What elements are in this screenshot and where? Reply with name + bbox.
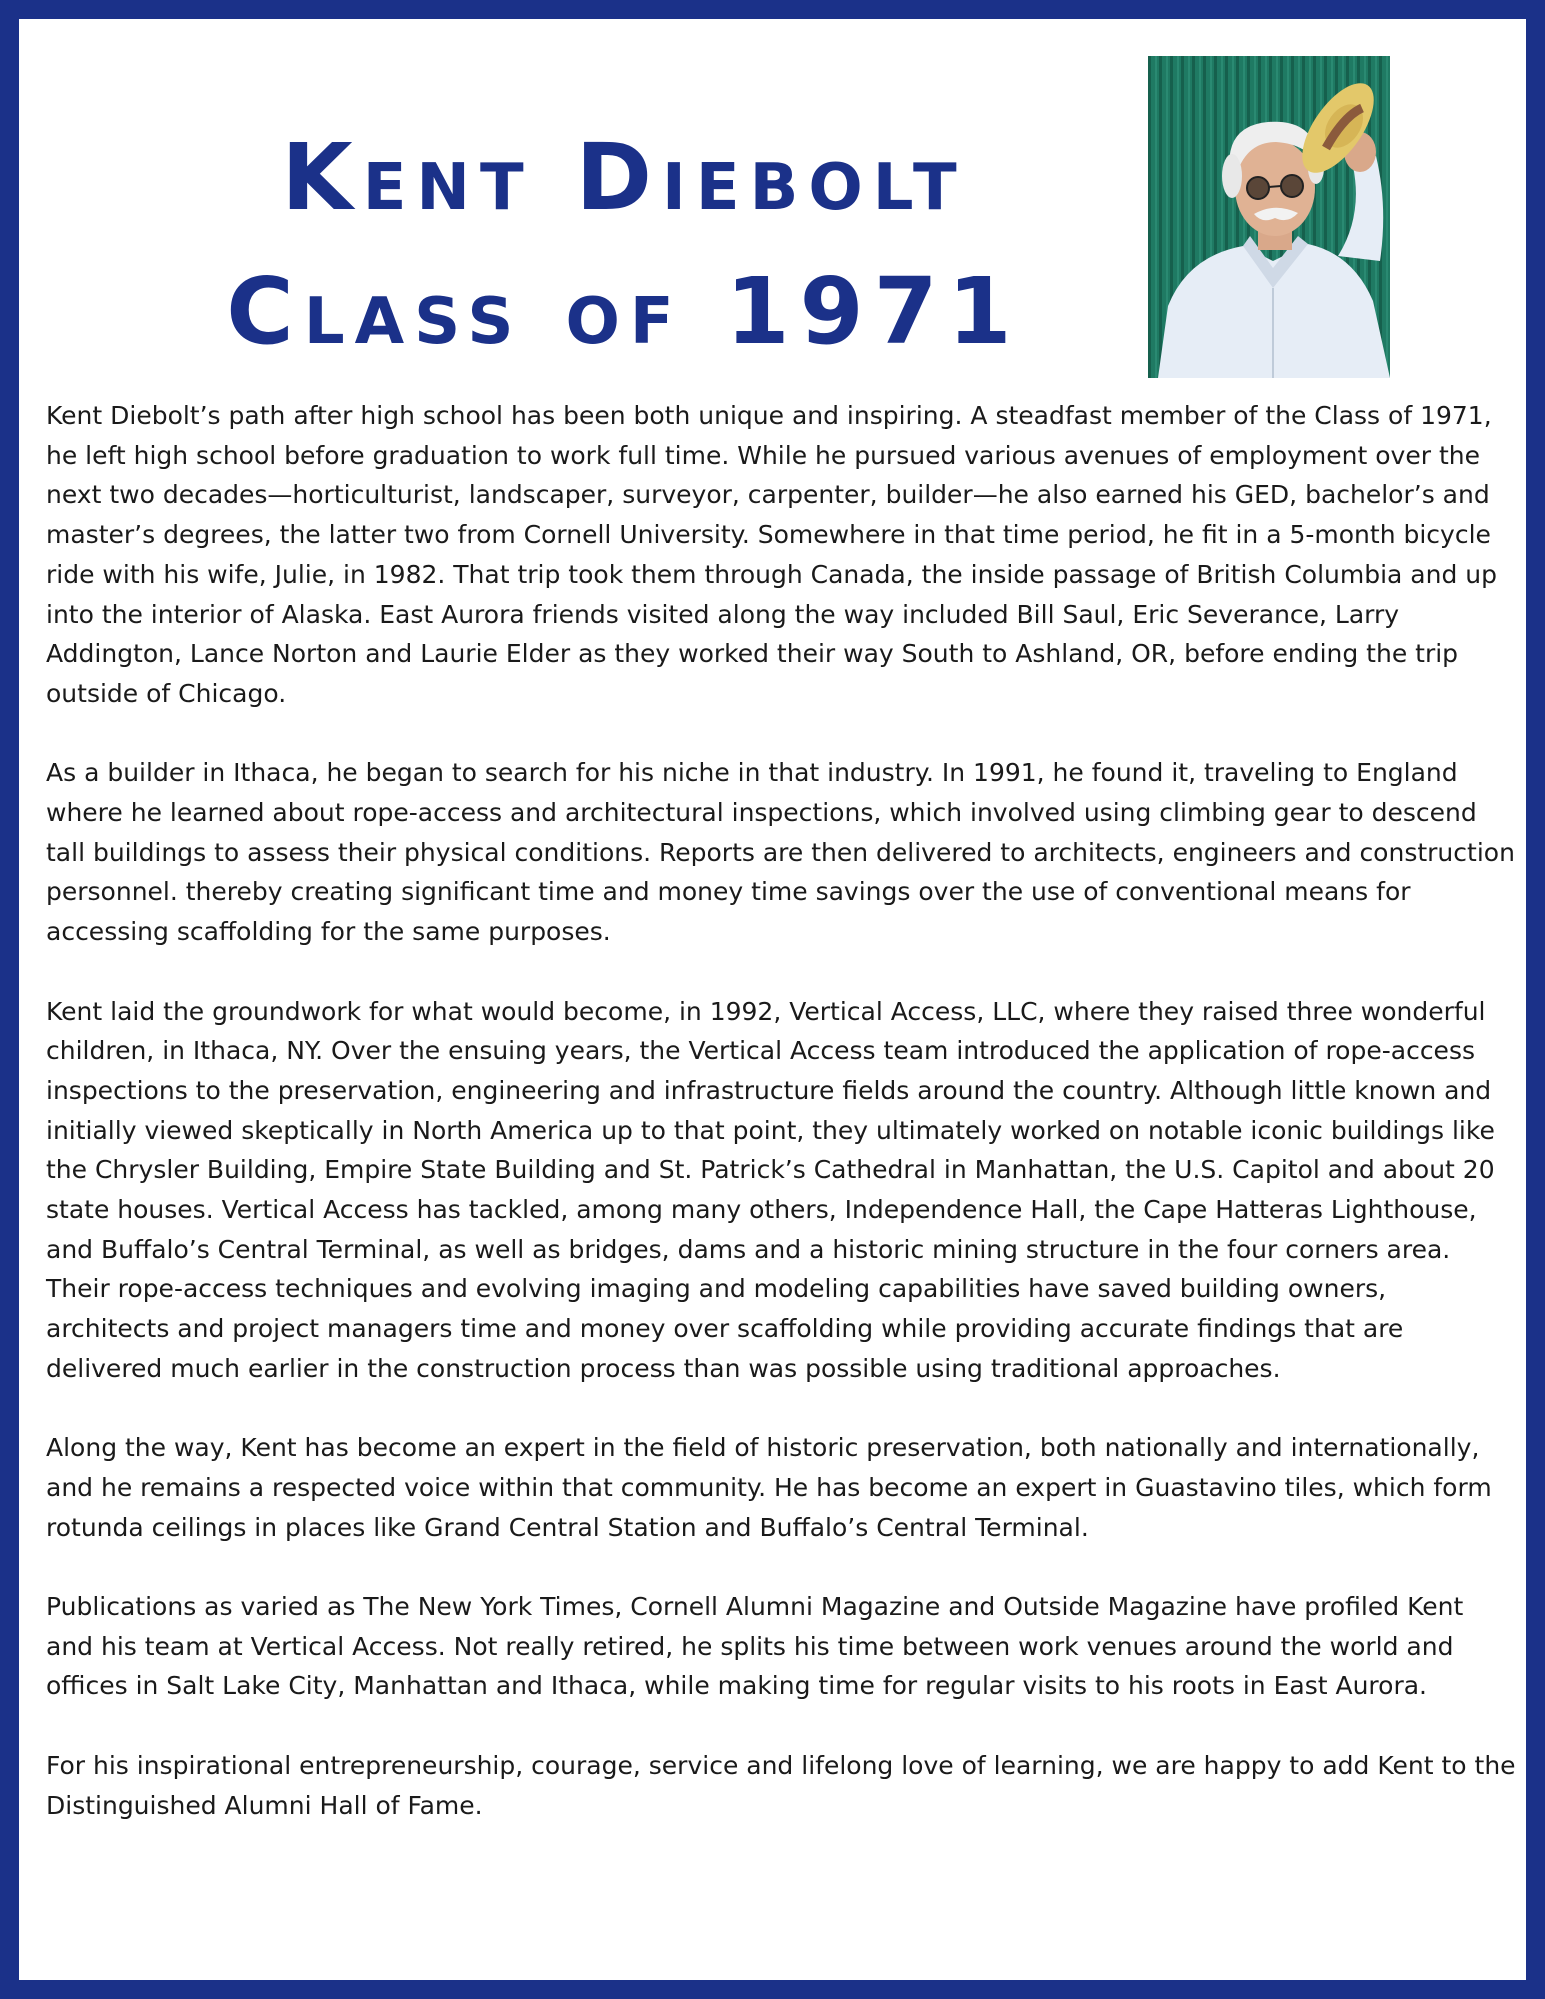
bio-paragraph-6: For his inspirational entrepreneurship, courage, service and lifelong love of learning, we are happy to add Kent to the Distinguished Alumni Hall of Fame.: [46, 1750, 1516, 1820]
document-page: [19, 19, 1526, 1980]
bio-paragraph-5: Publications as varied as The New York Times, Cornell Alumni Magazine and Outside Magazine have profiled Kent and his team at Vertical Access. Not really retired, he splits his time between work venues around the world and offices in Salt Lake City, Manhattan and Ithaca, while making time for regular visits to his roots in East Aurora.: [46, 1592, 1464, 1701]
title-name: Kent Diebolt: [281, 124, 967, 231]
bio-paragraph-4: Along the way, Kent has become an expert in the field of historic preservation, both nationally and internationally, and he remains a respected voice within that community. He has become an expert in Guastavino tiles, which form rotunda ceilings in places like Grand Central Station and Buffalo’s Central Terminal.: [46, 1433, 1492, 1542]
bio-paragraph-2: As a builder in Ithaca, he began to search for his niche in that industry. In 1991, he found it, traveling to England where he learned about rope-access and architectural inspections, which involved using climbing gear to descend tall buildings to assess their physical conditions. Reports are then delivered to architects, engineers and construction personnel. thereby creating significant time and money time savings over the use of conventional means for accessing scaffolding for the same purposes.: [46, 758, 1515, 947]
page-title: [179, 111, 1069, 379]
title-class-year: Class of 1971: [226, 258, 1022, 365]
bio-paragraph-1: Kent Diebolt’s path after high school has been both unique and inspiring. A steadfast member of the Class of 1971, he left high school before graduation to work full time. While he pursued various avenues of employment over the next two decades—horticulturist, landscaper, surveyor, carpenter, builder—he also earned his GED, bachelor’s and master’s degrees, the latter two from Cornell University. Somewhere in that time period, he fit in a 5-month bicycle ride with his wife, Julie, in 1982. That trip took them through Canada, the inside passage of British Columbia and up into the interior of Alaska. East Aurora friends visited along the way included Bill Saul, Eric Severance, Larry Addington, Lance Norton and Laurie Elder as they worked their way South to Ashland, OR, before ending the trip outside of Chicago.: [46, 401, 1497, 708]
portrait-photo: [1148, 56, 1390, 378]
bio-paragraph-3: Kent laid the groundwork for what would become, in 1992, Vertical Access, LLC, where they raised three wonderful children, in Ithaca, NY. Over the ensuing years, the Vertical Access team introduced the application of rope-access inspections to the preservation, engineering and infrastructure fields around the country. Although little known and initially viewed skeptically in North America up to that point, they ultimately worked on notable iconic buildings like the Chrysler Building, Empire State Building and St. Patrick’s Cathedral in Manhattan, the U.S. Capitol and about 20 state houses. Vertical Access has tackled, among many others, Independence Hall, the Cape Hatteras Lighthouse, and Buffalo’s Central Terminal, as well as bridges, dams and a historic mining structure in the four corners area. Their rope-access techniques and evolving imaging and modeling capabilities have saved building owners, architects and project managers time and money over scaffolding while providing accurate findings that are delivered much earlier in the construction process than was possible using traditional approaches.: [46, 996, 1495, 1383]
biography-text: [46, 396, 1516, 1865]
